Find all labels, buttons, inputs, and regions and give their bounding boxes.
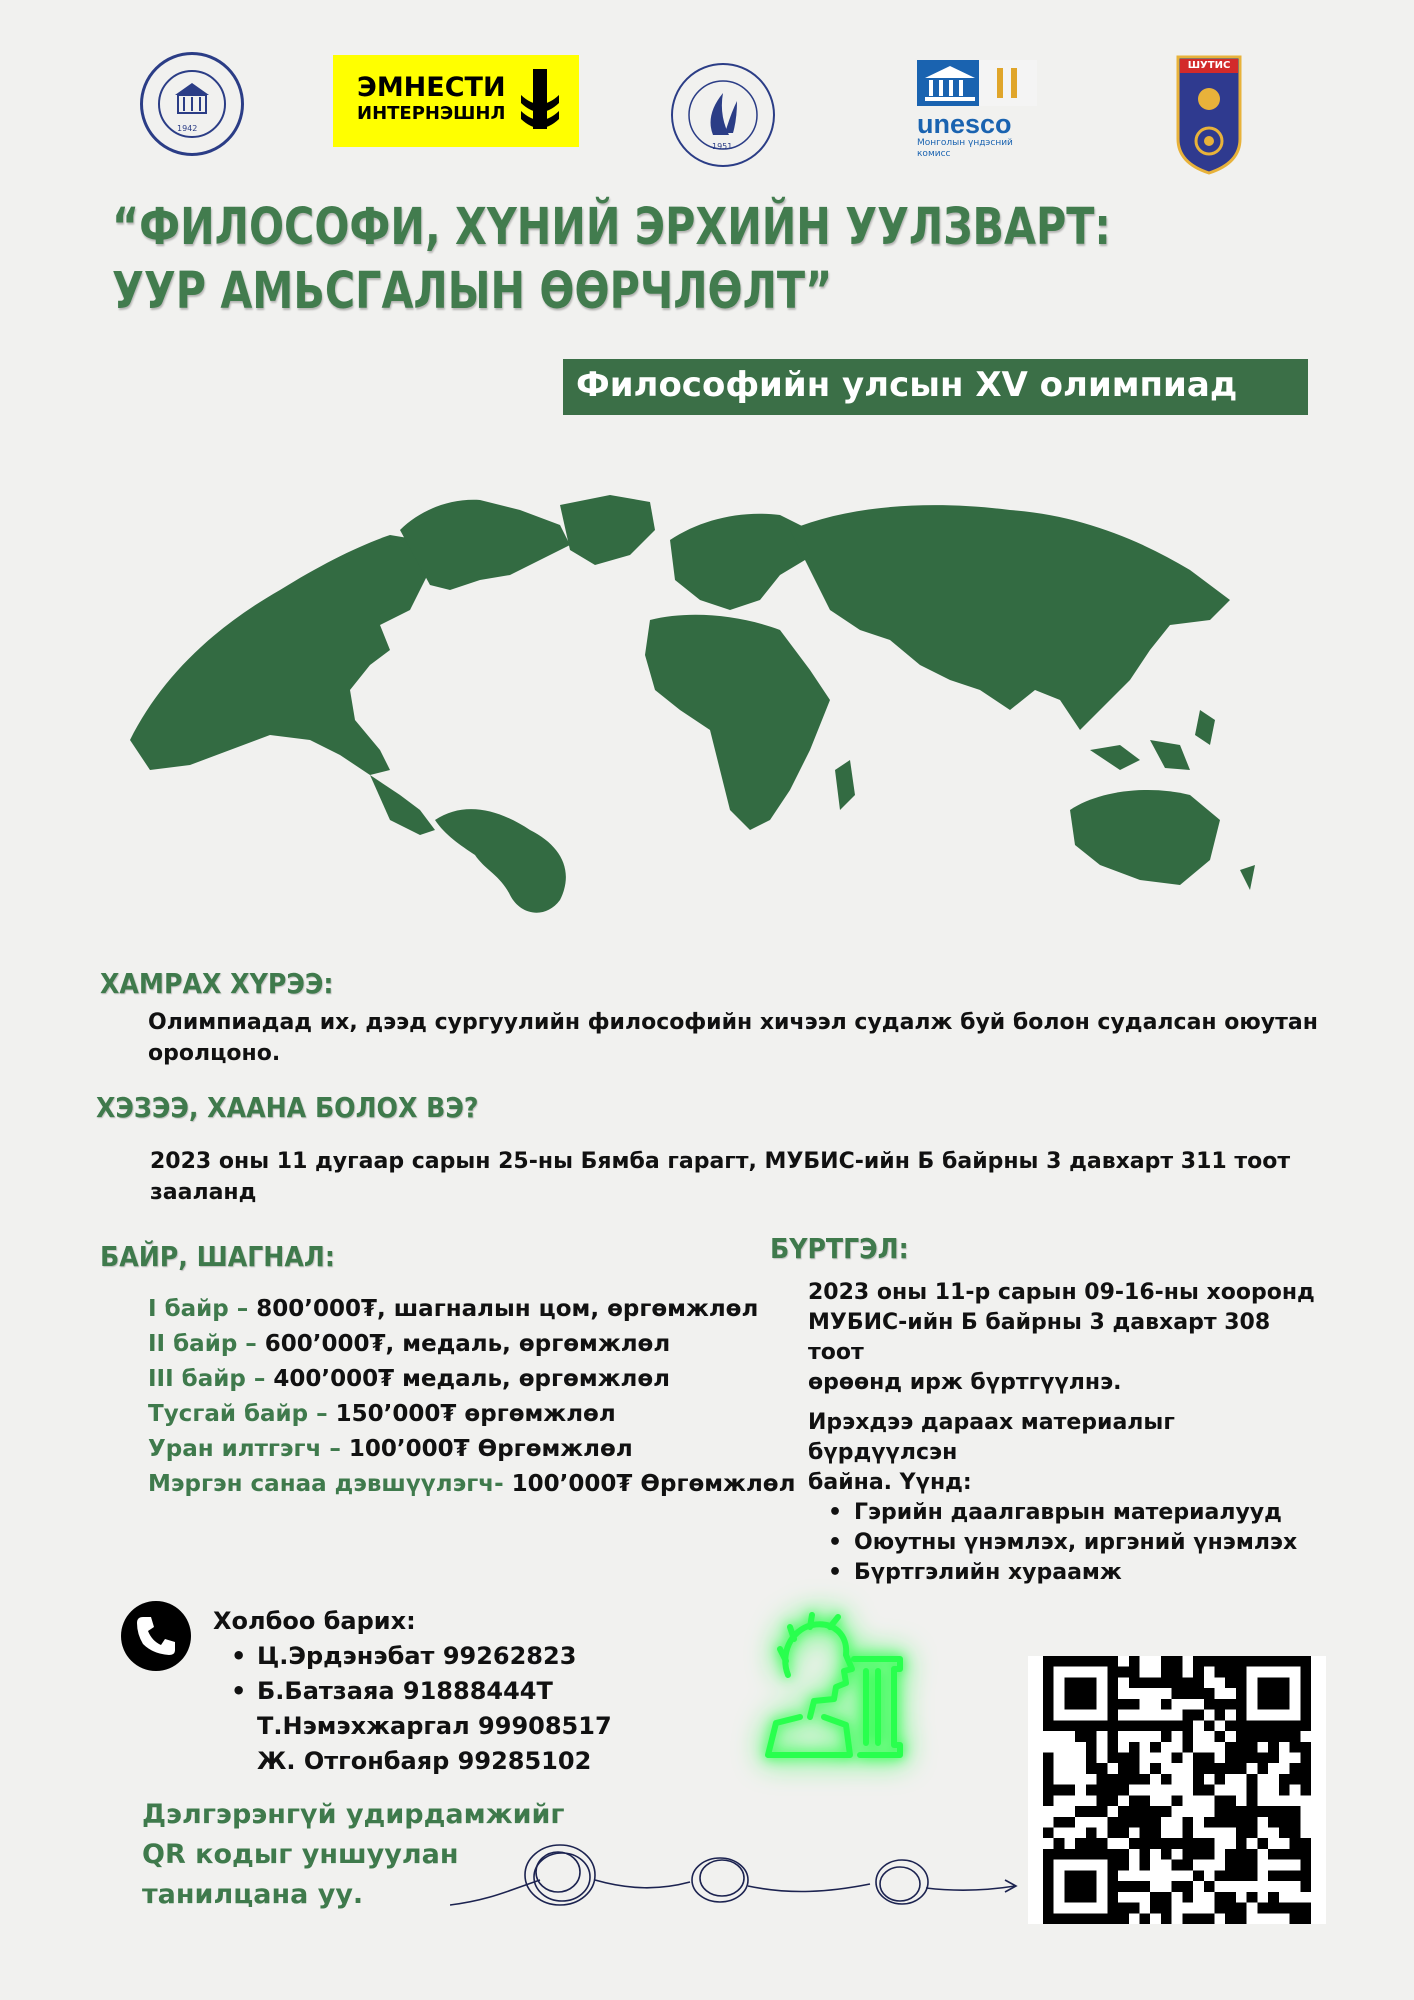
when-line1: 2023 оны 11 дугаар сарын 25-ны Бямба гарагт, МУБИС-ийн Б байрны 3 давхарт 311 тоот [150, 1149, 1291, 1174]
amnesty-logo [333, 55, 579, 147]
unesco-logo [917, 60, 1037, 160]
main-title-line2: УУР АМЬСГАЛЫН ӨӨРЧЛӨЛТ” [112, 262, 833, 321]
registration-list [824, 1498, 1318, 1588]
prize-item: Тусгай байр – 150’000₮ өргөмжлөл [148, 1401, 616, 1427]
contact-item: Т.Нэмэхжаргал 99908517 [257, 1712, 612, 1740]
scope-text [148, 1007, 1328, 1069]
scope-line1: Олимпиадад их, дээд сургуулийн философийн хичээл судалж буй болон судалсан оюутан [148, 1010, 1318, 1035]
education-year: 1951 [712, 142, 733, 151]
amnesty-line2: ИНТЕРНЭШНЛ [357, 103, 506, 124]
list-item: • Гэрийн даалгаврын материалууд [824, 1498, 1318, 1528]
shutis-logo [1176, 55, 1242, 175]
registration-heading: БҮРТГЭЛ: [770, 1232, 909, 1265]
contact-item: • Ц.Эрдэнэбат 99262823 [227, 1639, 612, 1674]
scribble-arrow-icon [450, 1820, 1025, 1930]
prize-item: I байр – 800’000₮, шагналын цом, өргөмжлөл [148, 1296, 759, 1322]
unesco-temple-icon [917, 60, 1037, 106]
phone-icon [121, 1601, 191, 1671]
prize-item: II байр – 600’000₮, медаль, өргөмжлөл [148, 1331, 671, 1357]
list-item: • Оюутны үнэмлэх, иргэний үнэмлэх [824, 1528, 1318, 1558]
philosopher-bust [750, 1605, 920, 1775]
main-title-line1: “ФИЛОСОФИ, ХҮНИЙ ЭРХИЙН УУЛЗВАРТ: [112, 198, 1111, 257]
unesco-sub1: Монголын үндэсний [917, 138, 1013, 148]
philosopher-bust-icon [750, 1605, 920, 1775]
contact-item: Ж. Отгонбаяр 99285102 [257, 1747, 592, 1775]
registration-p1-l3: өрөөнд ирж бүртгүүлнэ. [808, 1370, 1122, 1395]
when-text [150, 1146, 1330, 1208]
qr-note-line3: танилцана уу. [142, 1879, 364, 1910]
registration-p1-l1: 2023 оны 11-р сарын 09-16-ны хооронд [808, 1280, 1315, 1305]
amnesty-line1: ЭМНЕСТИ [357, 72, 506, 103]
when-line2: зааланд [150, 1180, 257, 1205]
university-seal-icon [143, 55, 241, 153]
registration-text [808, 1278, 1318, 1588]
world-map [90, 450, 1330, 920]
prize-list [148, 1292, 795, 1502]
scope-line2: оролцоно. [148, 1041, 281, 1066]
shutis-label: ШУТИС [1187, 60, 1231, 71]
contact-item: • Б.Батзаяа 91888444Т [227, 1674, 612, 1709]
scope-heading: ХАМРАХ ХҮРЭЭ: [100, 967, 334, 1000]
olympiad-banner: Философийн улсын XV олимпиад [563, 359, 1308, 415]
prize-item: Мэргэн санаа дэвшүүлэгч- 100’000₮ Өргөмжлөл [148, 1471, 796, 1497]
qr-code-image [1043, 1656, 1311, 1924]
candle-icon [515, 65, 565, 137]
contact-heading: Холбоо барих: [213, 1607, 416, 1635]
education-university-logo [671, 63, 775, 167]
prizes-heading: БАЙР, ШАГНАЛ: [100, 1240, 335, 1273]
contact-list [227, 1639, 612, 1709]
main-title [112, 196, 1192, 324]
list-item: • Бүртгэлийн хураамж [824, 1558, 1318, 1588]
unesco-sub2: комисс [917, 149, 951, 159]
registration-p1-l2: МУБИС-ийн Б байрны 3 давхарт 308 тоот [808, 1310, 1271, 1365]
when-heading: ХЭЗЭЭ, ХААНА БОЛОХ ВЭ? [96, 1091, 479, 1124]
shutis-shield-icon [1176, 55, 1242, 175]
registration-p2-l2: байна. Үүнд: [808, 1470, 972, 1495]
qr-note-line2: QR кодыг уншуулан [142, 1839, 459, 1870]
qr-code[interactable] [1028, 1656, 1326, 1924]
contact-block [213, 1604, 612, 1779]
unesco-word: unesco [917, 109, 1012, 139]
prize-item: Уран илтгэгч – 100’000₮ Өргөмжлөл [148, 1436, 633, 1462]
national-university-logo [140, 52, 244, 156]
registration-p2-l1: Ирэхдээ дараах материалыг бүрдүүлсэн [808, 1410, 1175, 1465]
qr-note-line1: Дэлгэрэнгүй удирдамжийг [142, 1799, 565, 1830]
national-university-year: 1942 [177, 124, 198, 133]
prize-item: III байр – 400’000₮ медаль, өргөмжлөл [148, 1366, 671, 1392]
